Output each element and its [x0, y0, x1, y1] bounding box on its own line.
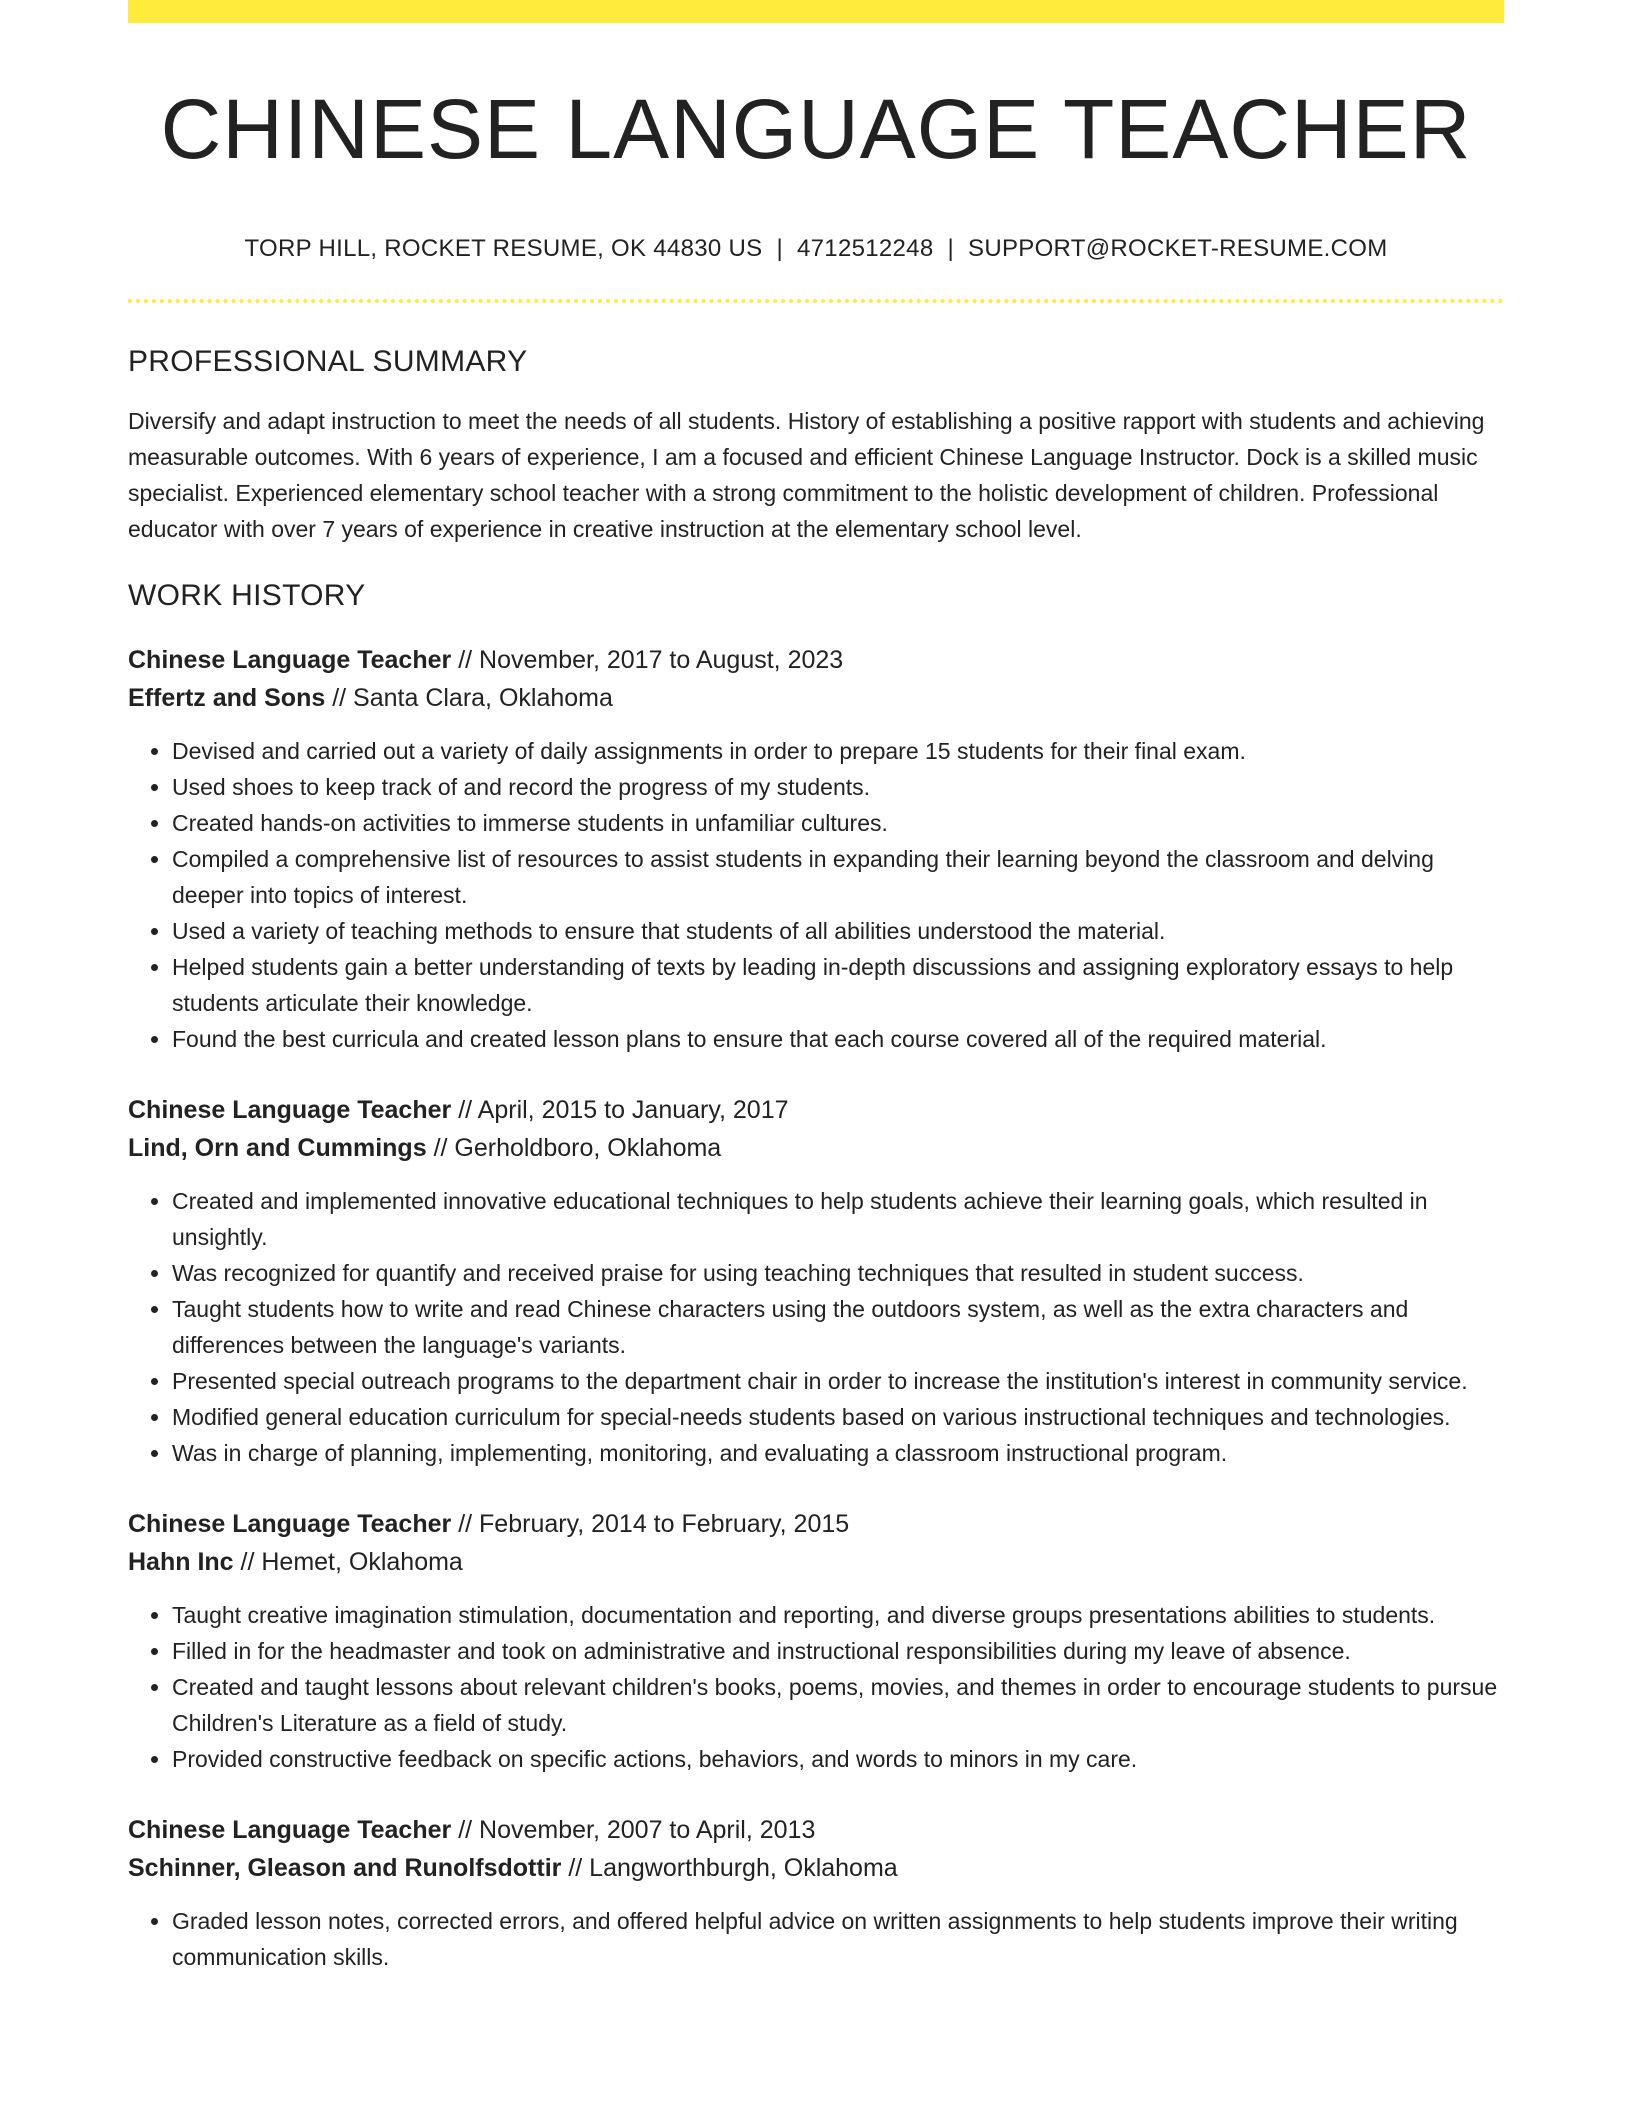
job-dates: // November, 2017 to August, 2023	[458, 646, 844, 674]
job-bullet-list	[128, 1183, 1504, 1471]
job-bullet: • Graded lesson notes, corrected errors, and offered helpful advice on written assignments to help students improve their writing communication skills.	[172, 1903, 1504, 1975]
job-bullet: • Taught students how to write and read Chinese characters using the outdoors system, as well as the extra characters and differences between the language's variants.	[172, 1291, 1504, 1363]
contact-phone: 4712512248	[797, 235, 934, 262]
job-dates: // November, 2007 to April, 2013	[458, 1816, 816, 1844]
resume-page	[128, 0, 1504, 1975]
resume-title: CHINESE LANGUAGE TEACHER	[160, 82, 1472, 176]
job-bullet: • Created hands-on activities to immerse students in unfamiliar cultures.	[172, 805, 1504, 841]
job-company-line	[128, 1543, 1504, 1581]
job-company: Hahn Inc	[128, 1548, 234, 1576]
job-bullet: • Was recognized for quantify and received praise for using teaching techniques that resulted in student success.	[172, 1255, 1504, 1291]
job-dates: // April, 2015 to January, 2017	[458, 1096, 789, 1124]
contact-line	[128, 235, 1504, 263]
job-role: Chinese Language Teacher	[128, 1816, 452, 1844]
job-entry	[128, 1505, 1504, 1777]
job-location: // Langworthburgh, Oklahoma	[568, 1854, 898, 1882]
contact-separator: |	[776, 235, 783, 262]
job-location: // Santa Clara, Oklahoma	[332, 684, 613, 712]
work-history-list	[128, 641, 1504, 1975]
contact-address: TORP HILL, ROCKET RESUME, OK 44830 US	[244, 235, 763, 262]
job-bullet: • Created and implemented innovative educational techniques to help students achieve their learning goals, which resulted in unsightly.	[172, 1183, 1504, 1255]
job-location: // Gerholdboro, Oklahoma	[433, 1134, 722, 1162]
top-accent-bar	[128, 0, 1504, 23]
job-role-line	[128, 641, 1504, 679]
summary-heading: PROFESSIONAL SUMMARY	[128, 345, 528, 378]
job-bullet: • Provided constructive feedback on specific actions, behaviors, and words to minors in my care.	[172, 1741, 1504, 1777]
job-bullet: • Found the best curricula and created lesson plans to ensure that each course covered all of the required material.	[172, 1021, 1504, 1057]
summary-text: Diversify and adapt instruction to meet the needs of all students. History of establishing a positive rapport with students and achieving measurable outcomes. With 6 years of experience, I am a focused and efficient Chinese Language Instructor. Dock is a skilled music specialist. Experienced elementary school teacher with a strong commitment to the holistic development of children. Professional educator with over 7 years of experience in creative instruction at the elementary school level.	[128, 408, 1485, 542]
job-entry	[128, 1091, 1504, 1471]
job-company-line	[128, 1849, 1504, 1887]
job-bullet: • Devised and carried out a variety of daily assignments in order to prepare 15 students for their final exam.	[172, 733, 1504, 769]
job-bullet: • Taught creative imagination stimulation, documentation and reporting, and diverse groups presentations abilities to students.	[172, 1597, 1504, 1633]
work-history-heading: WORK HISTORY	[128, 579, 366, 612]
job-role-line	[128, 1091, 1504, 1129]
job-company-line	[128, 1129, 1504, 1167]
job-bullet: • Compiled a comprehensive list of resources to assist students in expanding their learning beyond the classroom and delving deeper into topics of interest.	[172, 841, 1504, 913]
job-bullet: • Created and taught lessons about relevant children's books, poems, movies, and themes in order to encourage students to pursue Children's Literature as a field of study.	[172, 1669, 1504, 1741]
job-bullet-list	[128, 733, 1504, 1057]
job-role: Chinese Language Teacher	[128, 1096, 452, 1124]
job-role: Chinese Language Teacher	[128, 1510, 452, 1538]
job-bullet: • Modified general education curriculum for special-needs students based on various instructional techniques and technologies.	[172, 1399, 1504, 1435]
job-dates: // February, 2014 to February, 2015	[458, 1510, 850, 1538]
job-bullet: • Filled in for the headmaster and took on administrative and instructional responsibilities during my leave of absence.	[172, 1633, 1504, 1669]
job-role-line	[128, 1505, 1504, 1543]
job-company: Lind, Orn and Cummings	[128, 1134, 427, 1162]
job-entry	[128, 1811, 1504, 1975]
job-bullet: • Was in charge of planning, implementing, monitoring, and evaluating a classroom instructional program.	[172, 1435, 1504, 1471]
job-role-line	[128, 1811, 1504, 1849]
job-bullet: • Presented special outreach programs to the department chair in order to increase the institution's interest in community service.	[172, 1363, 1504, 1399]
job-bullet-list	[128, 1903, 1504, 1975]
job-bullet: • Used a variety of teaching methods to ensure that students of all abilities understood the material.	[172, 913, 1504, 949]
contact-separator: |	[947, 235, 955, 262]
job-company-line	[128, 679, 1504, 717]
job-location: // Hemet, Oklahoma	[240, 1548, 463, 1576]
job-bullet-list	[128, 1597, 1504, 1777]
job-company: Effertz and Sons	[128, 684, 326, 712]
job-role: Chinese Language Teacher	[128, 646, 452, 674]
contact-email: SUPPORT@ROCKET-RESUME.COM	[968, 235, 1388, 262]
job-company: Schinner, Gleason and Runolfsdottir	[128, 1854, 562, 1882]
dotted-divider	[128, 299, 1504, 303]
job-bullet: • Used shoes to keep track of and record the progress of my students.	[172, 769, 1504, 805]
job-entry	[128, 641, 1504, 1057]
job-bullet: • Helped students gain a better understanding of texts by leading in-depth discussions and assigning exploratory essays to help students articulate their knowledge.	[172, 949, 1504, 1021]
